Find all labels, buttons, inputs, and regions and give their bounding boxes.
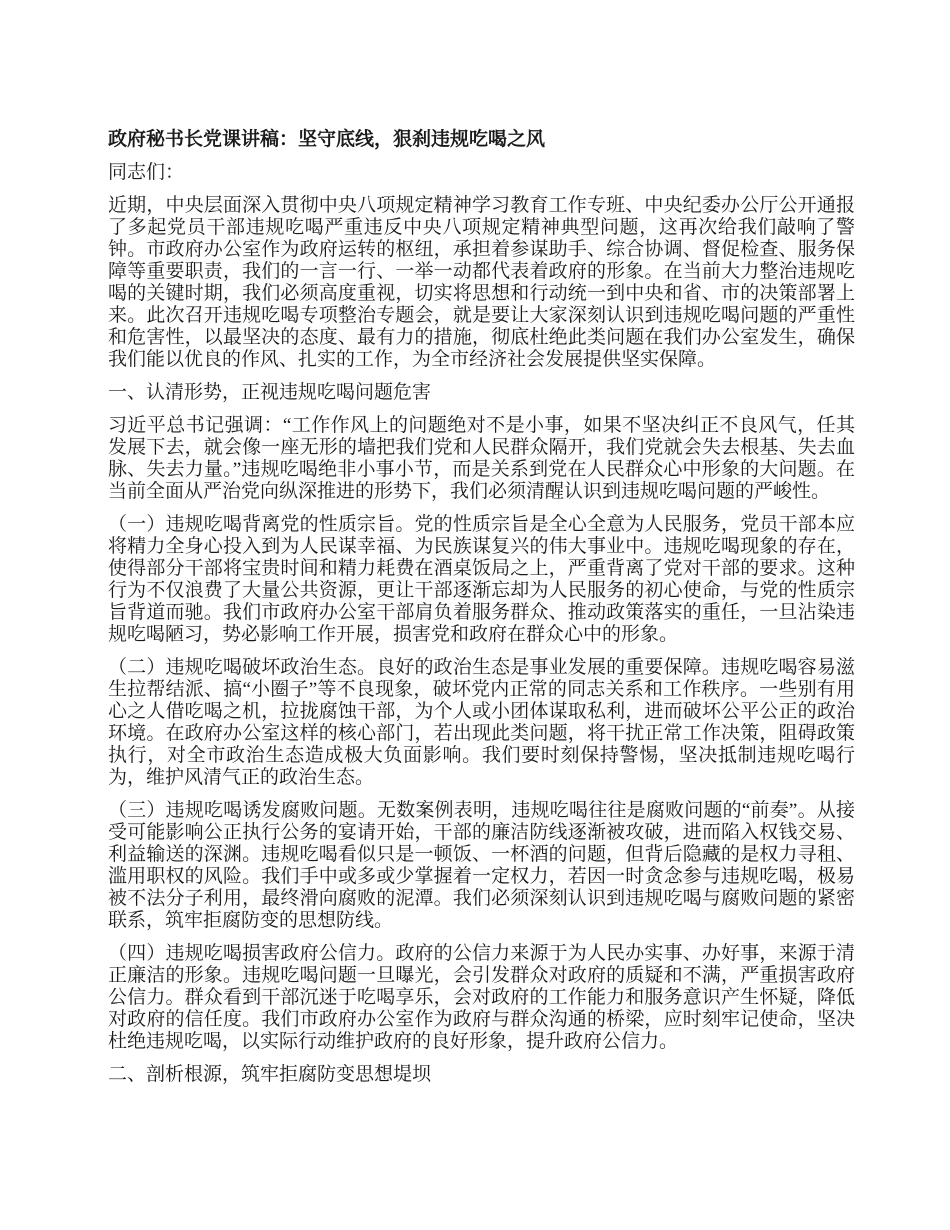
paragraph-quote-importance: 习近平总书记强调：“工作作风上的问题绝对不是小事，如果不坚决纠正不良风气，任其发展下去，就会像一座无形的墙把我们党和人民群众隔开，我们党就会失去根基、失去血脉、失去力量。”违规吃喝绝非小事小节，而是关系到党在人民群众心中形象的大问题。在当前全面从严治党向纵深推进的形势下，我们必须清醒认识到违规吃喝问题的严峻性。	[108, 415, 855, 502]
paragraph-point-4: （四）违规吃喝损害政府公信力。政府的公信力来源于为人民办实事、办好事，来源于清正廉洁的形象。违规吃喝问题一旦曝光，会引发群众对政府的质疑和不满，严重损害政府公信力。群众看到干部沉迷于吃喝享乐，会对政府的工作能力和服务意识产生怀疑，降低对政府的信任度。我们市政府办公室作为政府与群众沟通的桥梁，应时刻牢记使命，坚决杜绝违规吃喝，以实际行动维护政府的良好形象，提升政府公信力。	[108, 943, 855, 1052]
salutation: 同志们：	[108, 162, 185, 183]
document-title: 政府秘书长党课讲稿：坚守底线，狠刹违规吃喝之风	[108, 129, 546, 150]
paragraph-point-1: （一）违规吃喝背离党的性质宗旨。党的性质宗旨是全心全意为人民服务，党员干部本应将精力全身心投入到为人民谋幸福、为民族谋复兴的伟大事业中。违规吃喝现象的存在，使得部分干部将宝贵时间和精力耗费在酒桌饭局之上，严重背离了党对干部的要求。这种行为不仅浪费了大量公共资源，更让干部逐渐忘却为人民服务的初心使命，与党的性质宗旨背道而驰。我们市政府办公室干部肩负着服务群众、推动政策落实的重任，一旦沾染违规吃喝陋习，势必影响工作开展，损害党和政府在群众心中的形象。	[108, 514, 855, 645]
paragraph-point-2: （二）违规吃喝破坏政治生态。良好的政治生态是事业发展的重要保障。违规吃喝容易滋生拉帮结派、搞“小圈子”等不良现象，破坏党内正常的同志关系和工作秩序。一些别有用心之人借吃喝之机，拉拢腐蚀干部，为个人或小团体谋取私利，进而破坏公平公正的政治环境。在政府办公室这样的核心部门，若出现此类问题，将干扰正常工作决策，阻碍政策执行，对全市政治生态造成极大负面影响。我们要时刻保持警惕，坚决抵制违规吃喝行为，维护风清气正的政治生态。	[108, 657, 855, 788]
section-heading-2: 二、剖析根源，筑牢拒腐防变思想堤坝	[108, 1064, 432, 1085]
paragraph-point-3: （三）违规吃喝诱发腐败问题。无数案例表明，违规吃喝往往是腐败问题的“前奏”。从接受可能影响公正执行公务的宴请开始，干部的廉洁防线逐渐被攻破，进而陷入权钱交易、利益输送的深渊。违规吃喝看似只是一顿饭、一杯酒的问题，但背后隐藏的是权力寻租、滥用职权的风险。我们手中或多或少掌握着一定权力，若因一时贪念参与违规吃喝，极易被不法分子利用，最终滑向腐败的泥潭。我们必须深刻认识到违规吃喝与腐败问题的紧密联系，筑牢拒腐防变的思想防线。	[108, 800, 855, 931]
section-heading-1: 一、认清形势，正视违规吃喝问题危害	[108, 382, 432, 403]
paragraph-intro: 近期，中央层面深入贯彻中央八项规定精神学习教育工作专班、中央纪委办公厅公开通报了多起党员干部违规吃喝严重违反中央八项规定精神典型问题，这再次给我们敲响了警钟。市政府办公室作为政府运转的枢纽，承担着参谋助手、综合协调、督促检查、服务保障等重要职责，我们的一言一行、一举一动都代表着政府的形象。在当前大力整治违规吃喝的关键时期，我们必须高度重视，切实将思想和行动统一到中央和省、市的决策部署上来。此次召开违规吃喝专项整治专题会，就是要让大家深刻认识到违规吃喝问题的严重性和危害性，以最坚决的态度、最有力的措施，彻底杜绝此类问题在我们办公室发生，确保我们能以优良的作风、扎实的工作，为全市经济社会发展提供坚实保障。	[108, 195, 855, 370]
